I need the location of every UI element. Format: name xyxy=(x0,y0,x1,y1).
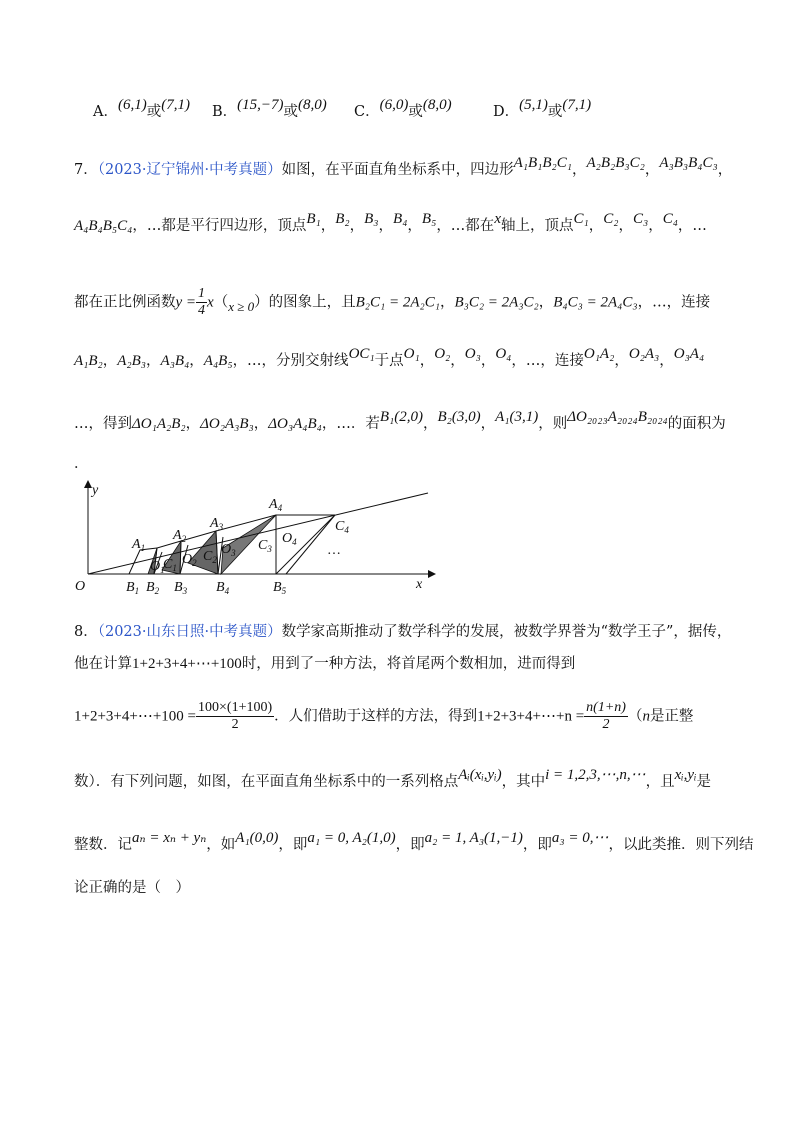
domain-cond: x ≥ 0 xyxy=(228,298,255,314)
q8-number: 8． xyxy=(74,624,98,640)
x-axis-arrow xyxy=(428,570,436,578)
seg-4: A₄B₅ xyxy=(203,353,233,369)
point-b4: B₄ xyxy=(393,211,408,227)
label-a3: $A_3$ xyxy=(210,516,224,532)
tri-2: ΔO₂A₃B₃ xyxy=(200,416,254,432)
point-c3: C₃ xyxy=(632,211,649,227)
given-b1: B₁(2,0) xyxy=(379,409,423,425)
q8-text: ．人们借助于这样的方法，得到 xyxy=(274,708,478,725)
q7-text: ，… xyxy=(677,218,707,234)
quad-1: A₁B₁B₂C₁ xyxy=(513,155,572,171)
q7-text: 于点 xyxy=(374,353,404,369)
point-b3: B₃ xyxy=(364,211,379,227)
general-lhs: 1+2+3+4+⋯+n = xyxy=(477,708,585,725)
eq-3: B₄C₃ = 2A₄C₃ xyxy=(553,294,638,311)
sum-100: 1+2+3+4+⋯+100 xyxy=(132,656,242,672)
point-a3: a₂ = 1, A₃(1,−1) xyxy=(424,830,523,846)
q7-line-4: A₁B₂，A₂B₃，A₃B₄，A₄B₅，…，分别交射线OC₁于点O₁，O₂，O₃，O₄，…，连接O₁A₂，O₂A₃，O₃A₄ xyxy=(74,346,705,369)
parallelogram-figure xyxy=(70,478,450,610)
option-a-label: A． xyxy=(93,104,118,120)
option-d-label: D． xyxy=(493,104,520,120)
seg-1: A₁B₂ xyxy=(74,353,103,369)
point-b5: B₅ xyxy=(421,211,437,227)
q7-line-3: 都在正比例函数y = $\frac{1}{4}$ x（x ≥ 0）的图象上，且B₂C₁ = 2A₂C₁，B₃C₂ = 2A₃C₂，B₄C₃ = 2A₄C₃，…，连接 xyxy=(74,286,711,318)
option-d-value1: (5,1) xyxy=(519,97,548,113)
label-origin: O xyxy=(75,579,86,594)
q8-text: （ xyxy=(627,708,643,725)
q8-text: 数）．有下列问题，如图，在平面直角坐标系中的一系列格点 xyxy=(74,774,459,790)
option-b-value1: (15,−7) xyxy=(237,97,284,113)
point-a1: A₁(0,0) xyxy=(235,830,279,846)
q8-text: ，即 xyxy=(395,837,425,853)
label-o1: $O_1$ xyxy=(150,559,165,575)
x-var: x xyxy=(494,211,501,227)
ray-oc1: OC₁ xyxy=(348,346,375,362)
q8-text: ，以此类推．则下列结 xyxy=(608,837,754,853)
tri-1: ΔO₁A₂B₂ xyxy=(132,416,186,432)
gauss-lhs: 1+2+3+4+⋯+100 = xyxy=(74,708,197,725)
q8-line-3 xyxy=(74,700,693,733)
label-o4: $O_4$ xyxy=(282,531,297,547)
point-c1: C₁ xyxy=(573,211,589,227)
q7-line-1: 7．（2023·辽宁锦州·中考真题）如图，在平面直角坐标系中，四边形A₁B₁B₂C₁，A₂B₂B₃C₂，A₃B₃B₄C₃， xyxy=(74,155,733,178)
q8-source: （2023·山东日照·中考真题） xyxy=(97,624,282,640)
general-fraction xyxy=(584,700,628,733)
label-a1: $A_1$ xyxy=(132,537,146,553)
lattice-point: Aᵢ(xᵢ,yᵢ) xyxy=(458,767,502,783)
q8-line-4 xyxy=(74,767,711,791)
given-a1: A₁(3,1) xyxy=(495,409,539,425)
q7-text: ，…，分别交射线 xyxy=(232,353,349,369)
fraction-quarter xyxy=(196,286,207,319)
q8-text: ，如 xyxy=(206,837,236,853)
q7-text: ，…都在 xyxy=(436,218,495,234)
point-c4: C₄ xyxy=(662,211,678,227)
q8-text: ，即 xyxy=(278,837,308,853)
point-b1: B₁ xyxy=(306,211,321,227)
option-a xyxy=(93,97,190,121)
eq-1: B₂C₁ = 2A₂C₁ xyxy=(355,294,440,311)
option-c-value2: (8,0) xyxy=(422,97,452,113)
target-triangle: ΔO₂₀₂₃A₂₀₂₄B₂₀₂₄ xyxy=(567,409,668,425)
q7-line-5: …，得到ΔO₁A₂B₂，ΔO₂A₃B₃，ΔO₃A₄B₄，…．若B₁(2,0)，B₂(3,0)，A₁(3,1)，则ΔO₂₀₂₃A₂₀₂₄B₂₀₂₄的面积为 xyxy=(74,409,726,432)
frac-num: 1 xyxy=(198,286,206,301)
q8-text: ，即 xyxy=(522,837,552,853)
q8-text: ，且 xyxy=(645,774,675,790)
point-o4: O₄ xyxy=(495,346,512,362)
label-b1: $B_1$ xyxy=(126,580,140,596)
q8-text: 是 xyxy=(696,774,711,790)
gauss-fraction xyxy=(196,700,274,733)
point-o2: O₂ xyxy=(434,346,451,362)
point-o1: O₁ xyxy=(403,346,420,362)
point-a2: a₁ = 0, A₂(1,0) xyxy=(307,830,396,846)
frac-den: 4 xyxy=(198,303,206,318)
label-o3: $O_3$ xyxy=(221,542,236,558)
q8-line-1 xyxy=(74,620,731,641)
option-c-label: C． xyxy=(354,104,380,120)
q7-text: ，…都是平行四边形，顶点 xyxy=(132,218,307,234)
label-a2: $A_2$ xyxy=(173,528,187,544)
a-def: aₙ = xₙ + yₙ xyxy=(132,830,207,846)
label-o2: $O_2$ xyxy=(182,552,197,568)
label-c1: $C_1$ xyxy=(163,557,177,573)
q8-text: 整数．记 xyxy=(74,837,132,853)
conn-2: O₂A₃ xyxy=(628,346,660,362)
eq-2: B₃C₂ = 2A₃C₂ xyxy=(454,294,539,311)
q8-text: 时，用到了一种方法，将首尾两个数相加，进而得到 xyxy=(241,656,576,672)
q7-text: ，…．若 xyxy=(321,416,380,432)
q8-text: 数学家高斯推动了数学科学的发展，被数学界誉为“数学王子”，据传， xyxy=(281,624,732,640)
index-range: i = 1,2,3,⋯,n,⋯ xyxy=(545,767,646,783)
ray-oc xyxy=(88,493,428,574)
q7-source: （2023·辽宁锦州·中考真题） xyxy=(97,162,282,178)
option-b-value2: (8,0) xyxy=(298,97,327,113)
q7-text: ，…，连接 xyxy=(511,353,584,369)
frac-den: 2 xyxy=(231,717,239,732)
q7-number: 7． xyxy=(74,162,98,178)
tri-3: ΔO₃A₄B₄ xyxy=(268,416,322,432)
q8-line-5 xyxy=(74,830,754,854)
label-c2: $C_2$ xyxy=(203,549,217,565)
q7-blank: ． xyxy=(74,456,89,472)
q7-text: 的面积为 xyxy=(667,416,726,432)
point-b2: B₂ xyxy=(335,211,350,227)
q7-line-2: A₄B₄B₅C₄，…都是平行四边形，顶点B₁，B₂，B₃，B₄，B₅，…都在x轴上，顶点C₁，C₂，C₃，C₄，… xyxy=(74,211,707,234)
option-a-or: 或 xyxy=(146,104,162,120)
q8-text: ，其中 xyxy=(501,774,546,790)
func-x: x xyxy=(207,294,214,311)
option-c-or: 或 xyxy=(408,104,423,120)
seg-2: A₂B₃ xyxy=(117,353,147,369)
label-dots: … xyxy=(328,543,341,558)
label-c4: $C_4$ xyxy=(335,519,349,535)
q7-text: ）的图象上，且 xyxy=(254,294,356,311)
label-b3: $B_3$ xyxy=(174,580,188,596)
option-d-or: 或 xyxy=(547,104,563,120)
xy-vars: xᵢ,yᵢ xyxy=(674,767,697,783)
q8-text: 是正整 xyxy=(649,708,694,725)
q8-text: 他在计算 xyxy=(74,656,132,672)
label-y: y xyxy=(92,483,99,498)
option-c xyxy=(354,97,452,121)
given-b2: B₂(3,0) xyxy=(437,409,481,425)
q7-text: 都在正比例函数 xyxy=(74,294,176,311)
option-b xyxy=(212,97,327,121)
frac-den: 2 xyxy=(602,717,610,732)
frac-num: 100×(1+100) xyxy=(198,700,273,715)
quad-4: A₄B₄B₅C₄ xyxy=(74,218,133,234)
label-b4: $B_4$ xyxy=(216,580,230,596)
option-d-value2: (7,1) xyxy=(562,97,592,113)
label-b2: $B_2$ xyxy=(146,580,160,596)
y-axis-arrow xyxy=(84,480,92,488)
option-b-label: B． xyxy=(212,104,238,120)
quad-2: A₂B₂B₃C₂ xyxy=(586,155,645,171)
label-x: x xyxy=(416,577,423,592)
label-b5: $B_5$ xyxy=(273,580,287,596)
option-b-or: 或 xyxy=(283,104,299,120)
q7-text: ，则 xyxy=(538,416,568,432)
option-d xyxy=(493,97,592,121)
label-c3: $C_3$ xyxy=(258,538,272,554)
func-y: y = xyxy=(175,294,197,311)
option-c-value1: (6,0) xyxy=(379,97,409,113)
label-a4: $A_4$ xyxy=(269,497,283,513)
conn-3: O₃A₄ xyxy=(673,346,705,362)
value-a3: a₃ = 0,⋯ xyxy=(551,830,609,846)
q8-line-6: 论正确的是（ ） xyxy=(74,880,190,896)
q7-text: …，得到 xyxy=(74,416,132,432)
q7-text: 轴上，顶点 xyxy=(500,218,574,234)
point-c2: C₂ xyxy=(603,211,619,227)
conn-1: O₁A₂ xyxy=(583,346,615,362)
quad-3: A₃B₃B₄C₃ xyxy=(659,155,718,171)
q7-text: 如图，在平面直角坐标系中，四边形 xyxy=(281,162,514,178)
n-var: n xyxy=(642,708,650,725)
frac-num: n(1+n) xyxy=(586,700,626,715)
seg-3: A₃B₄ xyxy=(160,353,190,369)
option-a-value2: (7,1) xyxy=(161,97,190,113)
q7-text: ，…，连接 xyxy=(637,294,711,311)
point-o3: O₃ xyxy=(464,346,481,362)
q8-line-2 xyxy=(74,652,575,673)
option-a-value1: (6,1) xyxy=(117,97,147,113)
